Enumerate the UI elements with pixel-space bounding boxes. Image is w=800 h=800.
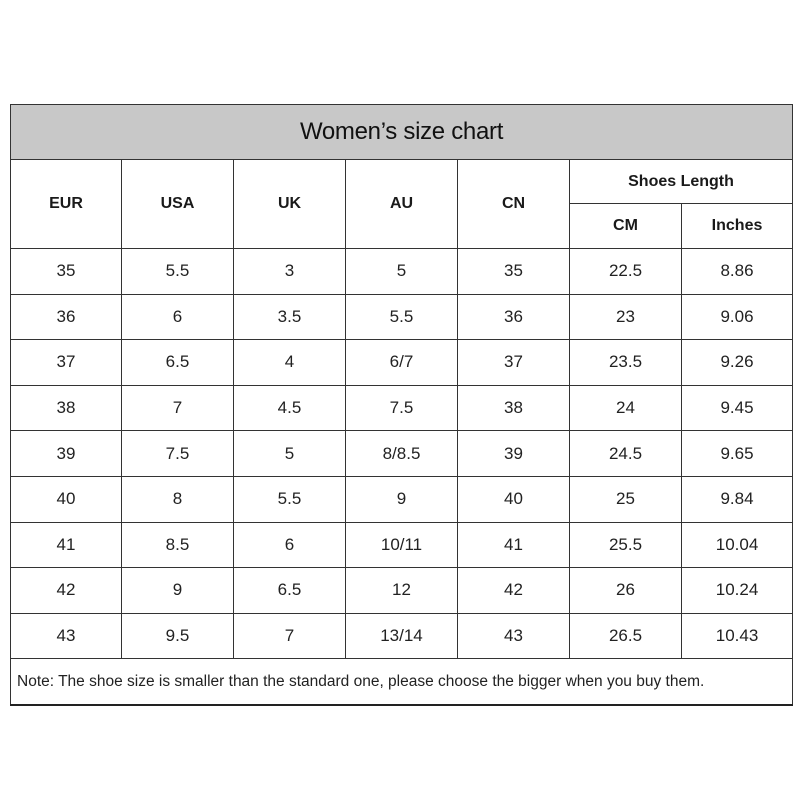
cell-inches: 9.26 bbox=[682, 340, 793, 386]
cell-cn: 40 bbox=[458, 476, 570, 522]
header-cn: CN bbox=[458, 160, 570, 249]
cell-uk: 4 bbox=[234, 340, 346, 386]
header-uk: UK bbox=[234, 160, 346, 249]
cell-usa: 9 bbox=[122, 568, 234, 614]
cell-uk: 6 bbox=[234, 522, 346, 568]
cell-usa: 9.5 bbox=[122, 613, 234, 659]
table-row bbox=[11, 613, 793, 659]
cell-eur: 38 bbox=[11, 385, 122, 431]
cell-cn: 41 bbox=[458, 522, 570, 568]
cell-eur: 37 bbox=[11, 340, 122, 386]
cell-au: 5.5 bbox=[346, 294, 458, 340]
cell-au: 5 bbox=[346, 249, 458, 295]
cell-cm: 25.5 bbox=[570, 522, 682, 568]
cell-uk: 6.5 bbox=[234, 568, 346, 614]
cell-inches: 10.24 bbox=[682, 568, 793, 614]
cell-cn: 35 bbox=[458, 249, 570, 295]
cell-cn: 38 bbox=[458, 385, 570, 431]
header-au: AU bbox=[346, 160, 458, 249]
cell-cm: 26 bbox=[570, 568, 682, 614]
cell-au: 12 bbox=[346, 568, 458, 614]
cell-uk: 4.5 bbox=[234, 385, 346, 431]
size-chart-table bbox=[10, 104, 793, 706]
table-row bbox=[11, 340, 793, 386]
cell-inches: 9.45 bbox=[682, 385, 793, 431]
cell-eur: 41 bbox=[11, 522, 122, 568]
cell-eur: 36 bbox=[11, 294, 122, 340]
header-shoes-length: Shoes Length bbox=[570, 160, 793, 204]
cell-cm: 24.5 bbox=[570, 431, 682, 477]
cell-inches: 9.84 bbox=[682, 476, 793, 522]
cell-eur: 40 bbox=[11, 476, 122, 522]
cell-eur: 42 bbox=[11, 568, 122, 614]
cell-cm: 24 bbox=[570, 385, 682, 431]
cell-inches: 9.65 bbox=[682, 431, 793, 477]
cell-usa: 7.5 bbox=[122, 431, 234, 477]
header-cm: CM bbox=[570, 204, 682, 249]
cell-au: 13/14 bbox=[346, 613, 458, 659]
table-row bbox=[11, 249, 793, 295]
table-row bbox=[11, 385, 793, 431]
cell-uk: 3 bbox=[234, 249, 346, 295]
cell-eur: 39 bbox=[11, 431, 122, 477]
cell-cn: 42 bbox=[458, 568, 570, 614]
cell-au: 7.5 bbox=[346, 385, 458, 431]
cell-inches: 10.43 bbox=[682, 613, 793, 659]
table-row bbox=[11, 294, 793, 340]
table-row bbox=[11, 568, 793, 614]
chart-title: Women’s size chart bbox=[11, 105, 793, 160]
header-usa: USA bbox=[122, 160, 234, 249]
size-note: Note: The shoe size is smaller than the standard one, please choose the bigger when you buy them. bbox=[11, 659, 793, 706]
cell-cm: 23.5 bbox=[570, 340, 682, 386]
cell-cm: 22.5 bbox=[570, 249, 682, 295]
cell-cm: 25 bbox=[570, 476, 682, 522]
cell-au: 10/11 bbox=[346, 522, 458, 568]
cell-cn: 36 bbox=[458, 294, 570, 340]
cell-cn: 39 bbox=[458, 431, 570, 477]
cell-cn: 43 bbox=[458, 613, 570, 659]
cell-cn: 37 bbox=[458, 340, 570, 386]
cell-usa: 6.5 bbox=[122, 340, 234, 386]
table-row bbox=[11, 431, 793, 477]
cell-eur: 35 bbox=[11, 249, 122, 295]
cell-usa: 7 bbox=[122, 385, 234, 431]
header-eur: EUR bbox=[11, 160, 122, 249]
cell-usa: 8 bbox=[122, 476, 234, 522]
cell-usa: 6 bbox=[122, 294, 234, 340]
table-row bbox=[11, 476, 793, 522]
header-inches: Inches bbox=[682, 204, 793, 249]
cell-au: 6/7 bbox=[346, 340, 458, 386]
cell-uk: 7 bbox=[234, 613, 346, 659]
cell-cm: 23 bbox=[570, 294, 682, 340]
cell-au: 8/8.5 bbox=[346, 431, 458, 477]
cell-usa: 8.5 bbox=[122, 522, 234, 568]
cell-uk: 3.5 bbox=[234, 294, 346, 340]
cell-uk: 5.5 bbox=[234, 476, 346, 522]
cell-inches: 9.06 bbox=[682, 294, 793, 340]
cell-cm: 26.5 bbox=[570, 613, 682, 659]
table-row bbox=[11, 522, 793, 568]
cell-eur: 43 bbox=[11, 613, 122, 659]
cell-inches: 10.04 bbox=[682, 522, 793, 568]
cell-inches: 8.86 bbox=[682, 249, 793, 295]
cell-au: 9 bbox=[346, 476, 458, 522]
cell-uk: 5 bbox=[234, 431, 346, 477]
cell-usa: 5.5 bbox=[122, 249, 234, 295]
